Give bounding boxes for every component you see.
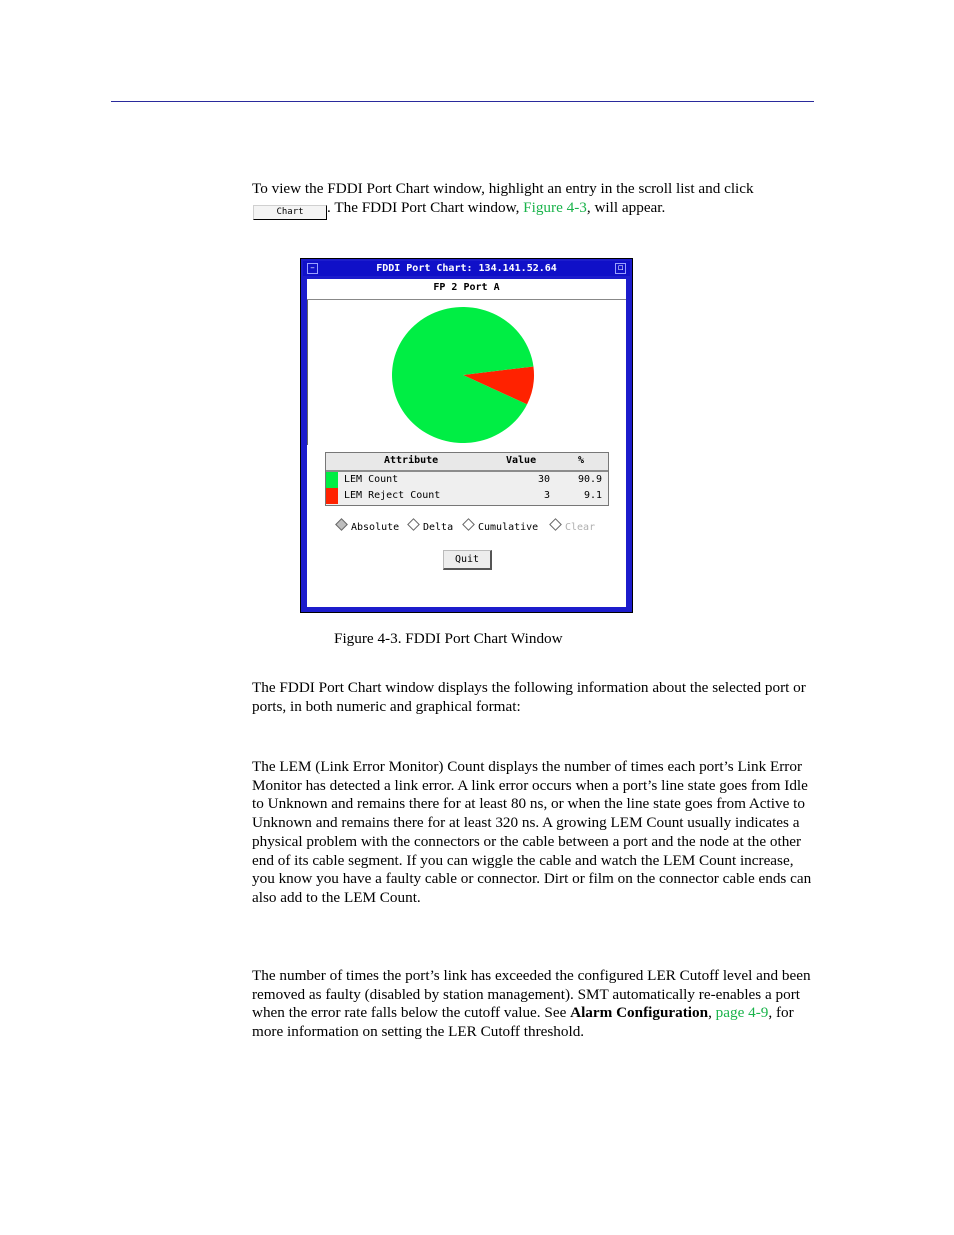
window-title: FDDI Port Chart: 134.141.52.64 (376, 263, 557, 274)
radio-unselected-icon (462, 518, 475, 531)
window-titlebar[interactable] (303, 261, 630, 276)
intro-text: To view the FDDI Port Chart window, highlight an entry in the scroll list and click (252, 180, 754, 197)
figure-caption: Figure 4-3. FDDI Port Chart Window (334, 630, 563, 647)
radio-unselected-icon (407, 518, 420, 531)
fddi-port-chart-window (300, 258, 633, 613)
pie-chart (391, 305, 537, 445)
radio-clear (551, 520, 595, 533)
row-percent: 90.9 (578, 474, 603, 485)
header-rule (111, 101, 814, 102)
lem-paragraph: The LEM (Link Error Monitor) Count displays the number of times each port’s Link Error Monitor has detected a link error. A link error occurs when a port’s line state goes from Idle to Unknown and remains there for at least 80 ns, or when the line state goes from Active to Unknown and remains there for at least 320 ns. A growing LEM Count usually indicates a physical problem with the connectors or the cable between a port and the node at the other end of its cable segment. If you can wiggle the cable and watch the LEM Count increase, you know you have a faulty cable or connector. Dirt or film on the connector cable ends can also add to the LEM Count. (252, 758, 812, 906)
header-percent: % (578, 455, 585, 466)
table-row[interactable] (326, 472, 608, 488)
row-percent: 9.1 (584, 490, 603, 501)
radio-delta[interactable] (409, 520, 453, 533)
window-menu-icon[interactable]: – (307, 263, 318, 274)
info-paragraph: The FDDI Port Chart window displays the following information about the selected port or ports, in both numeric and graphical format: (252, 679, 806, 715)
reject-text-2: , (708, 1004, 716, 1022)
lem-count-swatch (326, 472, 338, 488)
alarm-config-bold: Alarm Configuration (570, 1004, 709, 1022)
header-attribute: Attribute (384, 455, 439, 466)
window-client (307, 279, 626, 607)
header-value: Value (506, 455, 537, 466)
reject-text-3: , for more information on setting the LER Cutoff threshold. (252, 1004, 794, 1041)
row-attribute: LEM Count (344, 474, 399, 485)
row-attribute: LEM Reject Count (344, 490, 441, 501)
table-header (326, 453, 608, 472)
inline-chart-button: Chart (253, 205, 327, 220)
radio-absolute[interactable] (337, 520, 399, 533)
table-row[interactable] (326, 488, 608, 504)
intro-text-2: . The FDDI Port Chart window, (327, 198, 524, 216)
attribute-table (325, 452, 609, 506)
row-value: 3 (544, 490, 551, 501)
figure-link[interactable]: Figure 4-3 (523, 198, 587, 216)
radio-unselected-icon (549, 518, 562, 531)
port-label: FP 2 Port A (433, 282, 500, 293)
intro-paragraph (252, 180, 814, 220)
intro-text-3: , will appear. (586, 198, 666, 216)
page-link[interactable]: page 4-9 (715, 1004, 769, 1022)
row-value: 30 (538, 474, 551, 485)
quit-button[interactable]: Quit (443, 550, 492, 570)
reject-paragraph (252, 967, 814, 1042)
radio-label: Absolute (351, 522, 400, 533)
reject-text: The number of times the port’s link has exceeded the configured LER Cutoff level and been removed as faulty (disabled by station management). SMT automatically re-enables a port when the error rate falls below the cutoff value. See (252, 967, 811, 1022)
left-divider (307, 300, 308, 445)
radio-selected-icon (335, 518, 348, 531)
radio-label: Delta (423, 522, 454, 533)
header-divider (307, 299, 626, 300)
radio-label: Cumulative (478, 522, 539, 533)
radio-cumulative[interactable] (464, 520, 538, 533)
window-maximize-icon[interactable]: ▫ (615, 263, 626, 274)
radio-label: Clear (565, 522, 596, 533)
lem-reject-swatch (326, 488, 338, 504)
